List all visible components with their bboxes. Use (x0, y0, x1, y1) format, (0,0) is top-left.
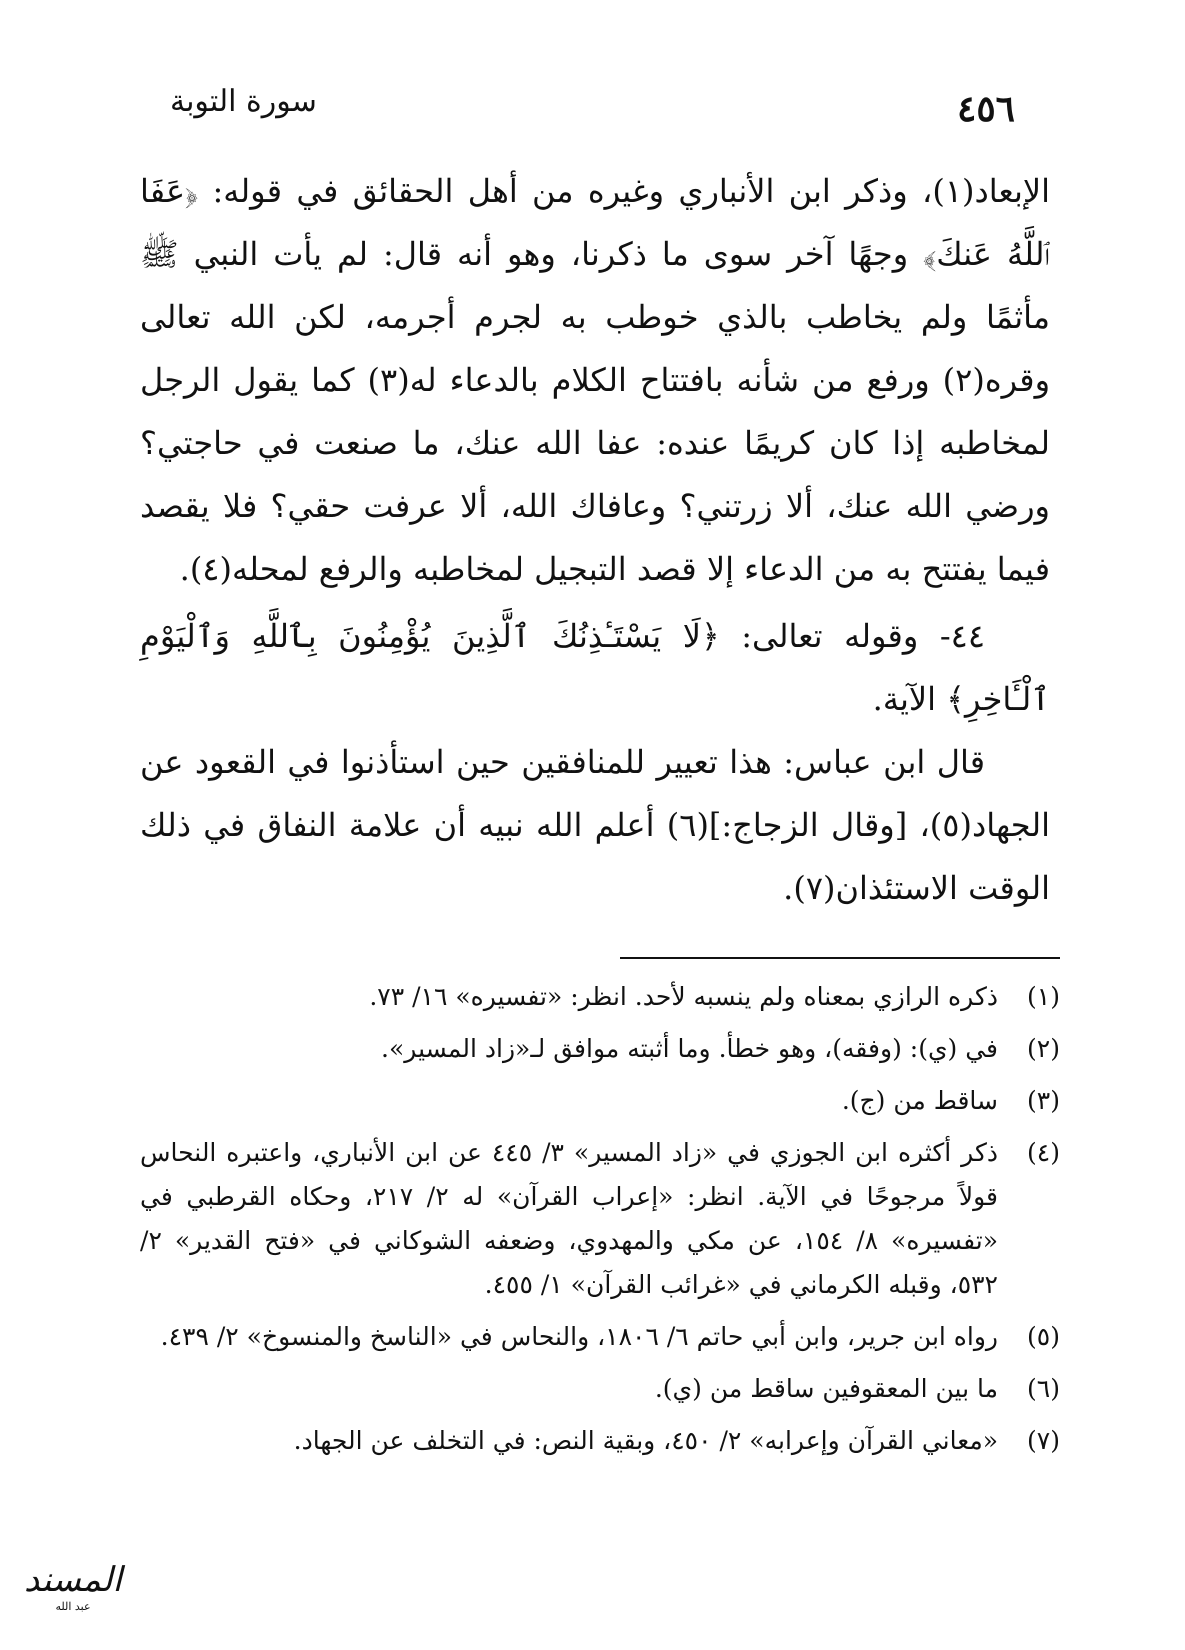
footnote-text: «معاني القرآن وإعرابه» ٢/ ٤٥٠، وبقية النص: في التخلف عن الجهاد. (293, 1426, 998, 1455)
footnote-separator (620, 957, 1060, 959)
stamp-main-text: المسند (24, 1560, 122, 1600)
footnote-number: (١) (1027, 982, 1060, 1011)
footnote-number: (٤) (1027, 1138, 1060, 1167)
verse-heading: ٤٤- وقوله تعالى: ﴿لَا يَسْتَـٔذِنُكَ ٱلَّذِينَ يُؤْمِنُونَ بِٱللَّهِ وَٱلْيَوْمِ ٱلْـَٔاخِرِ﴾ الآية. (140, 617, 1050, 718)
paragraph-2: قال ابن عباس: هذا تعيير للمنافقين حين استأذنوا في القعود عن الجهاد(٥)، [وقال الزجاج:](٦) أعلم الله نبيه أن علامة النفاق في ذلك الوقت الاستئذان(٧). (140, 743, 1050, 907)
footnote-number: (٢) (1027, 1034, 1060, 1063)
footnote-3 (140, 1079, 1060, 1123)
page-number: ٤٥٦ (956, 88, 1015, 130)
library-stamp-logo (18, 1560, 128, 1620)
surah-title: سورة التوبة (170, 84, 317, 119)
footnote-text: ذكره الرازي بمعناه ولم ينسبه لأحد. انظر: «تفسيره» ١٦/ ٧٣. (369, 982, 998, 1011)
footnote-text: ما بين المعقوفين ساقط من (ي). (654, 1374, 998, 1403)
footnote-text: رواه ابن جرير، وابن أبي حاتم ٦/ ١٨٠٦، والنحاس في «الناسخ والمنسوخ» ٢/ ٤٣٩. (160, 1322, 998, 1351)
stamp-sub-text: عبد الله (55, 1600, 91, 1613)
footnote-4 (140, 1131, 1060, 1307)
footnote-text: في (ي): (وفقه)، وهو خطأ. وما أثبته موافق لـ«زاد المسير». (381, 1034, 998, 1063)
footnote-2 (140, 1027, 1060, 1071)
footnote-5 (140, 1315, 1060, 1359)
footnote-number: (٣) (1027, 1086, 1060, 1115)
running-head (150, 70, 1035, 130)
paragraph-1: الإبعاد(١)، وذكر ابن الأنباري وغيره من أهل الحقائق في قوله: ﴿عَفَا ٱللَّهُ عَنكَ﴾ وجهًا آخر سوى ما ذكرنا، وهو أنه قال: لم يأت النبي ﷺ مأثمًا ولم يخاطب بالذي خوطب به لجرم أجرمه، لكن الله تعالى وقره(٢) ورفع من شأنه بافتتاح الكلام بالدعاء له(٣) كما يقول الرجل لمخاطبه إذا كان كريمًا عنده: عفا الله عنك، ما صنعت في حاجتي؟ ورضي الله عنك، ألا زرتني؟ وعافاك الله، ألا عرفت حقي؟ فلا يقصد فيما يفتتح به من الدعاء إلا قصد التبجيل لمخاطبه والرفع لمحله(٤). (140, 172, 1051, 588)
footnote-text: ساقط من (ج). (841, 1086, 998, 1115)
footnotes (140, 975, 1060, 1471)
footnote-7 (140, 1419, 1060, 1463)
footnote-number: (٦) (1027, 1374, 1060, 1403)
main-text (140, 160, 1050, 920)
footnote-1 (140, 975, 1060, 1019)
footnote-number: (٥) (1027, 1322, 1060, 1351)
footnote-6 (140, 1367, 1060, 1411)
footnote-text: ذكر أكثره ابن الجوزي في «زاد المسير» ٣/ ٤٤٥ عن ابن الأنباري، واعتبره النحاس قولاً مرجوحًا في الآية. انظر: «إعراب القرآن» له ٢/ ٢١٧، وحكاه القرطبي في «تفسيره» ٨/ ١٥٤، عن مكي والمهدوي، وضعفه الشوكاني في «فتح القدير» ٢/ ٥٣٢، وقبله الكرماني في «غرائب القرآن» ١/ ٤٥٥. (140, 1138, 998, 1299)
footnote-number: (٧) (1027, 1426, 1060, 1455)
